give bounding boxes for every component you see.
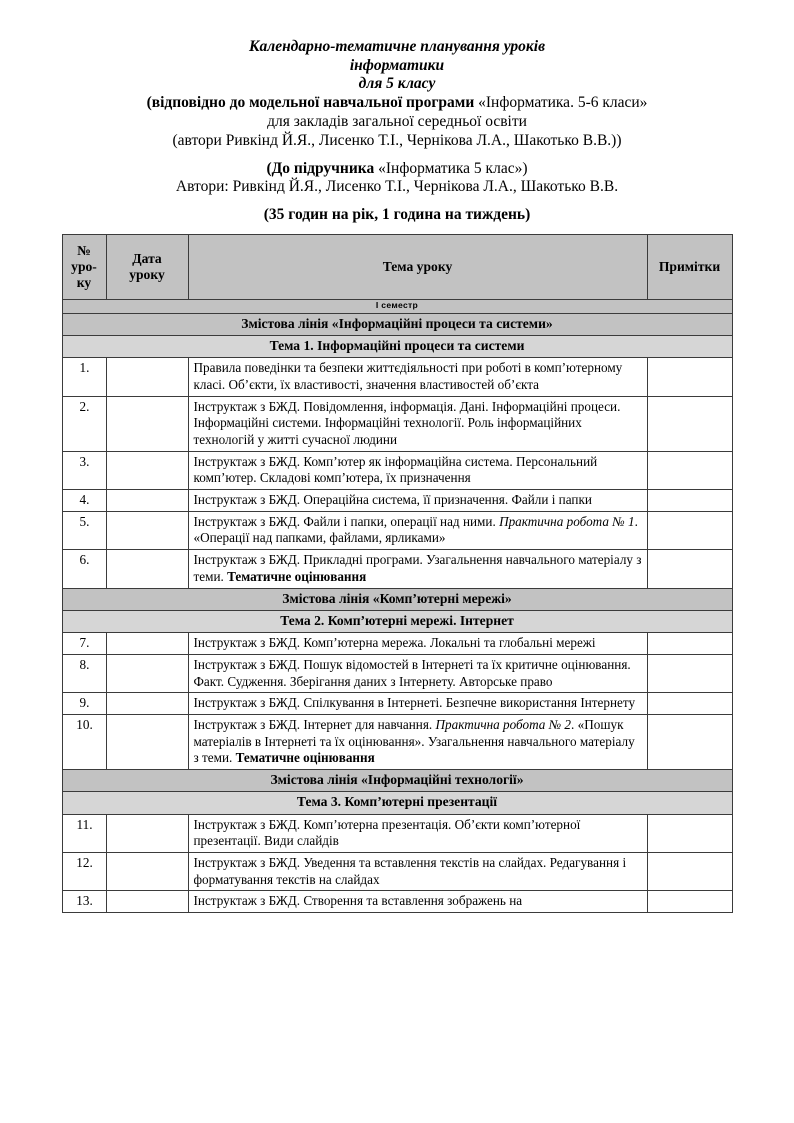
cell-lesson-date[interactable]: [106, 654, 188, 692]
content-line-banner: [62, 313, 732, 335]
cell-lesson-number: 10.: [62, 714, 106, 769]
cell-lesson-number: 13.: [62, 891, 106, 913]
semester-banner-label: I семестр: [62, 300, 732, 313]
column-header-date-line2: уроку: [129, 267, 165, 283]
theme-text: Інструктаж з БЖД. Операційна система, її призначення. Файли і папки: [193, 492, 592, 508]
semester-banner: [62, 300, 732, 313]
theme-text-bold: Тематичне оцінювання: [235, 750, 375, 766]
textbook-authors-line: Автори: Ривкінд Й.Я., Лисенко Т.І., Чернікова Л.А., Шакотько В.В.: [175, 178, 619, 196]
table-row: [62, 451, 732, 489]
theme-text: Інструктаж з БЖД. Уведення та вставлення текстів на слайдах. Редагування і форматування текстів на слайдах: [193, 854, 627, 887]
program-reference-bold: (відповідно до модельної навчальної програми: [146, 93, 475, 111]
cell-notes[interactable]: [647, 814, 732, 852]
column-header-num-line1: №: [77, 242, 91, 258]
cell-notes[interactable]: [647, 654, 732, 692]
cell-lesson-theme: [188, 814, 647, 852]
cell-notes[interactable]: [647, 693, 732, 715]
cell-lesson-date[interactable]: [106, 490, 188, 512]
cell-lesson-date[interactable]: [106, 550, 188, 588]
cell-lesson-theme: [188, 633, 647, 655]
column-header-num-line2: уро-: [71, 259, 97, 275]
cell-lesson-theme: [188, 396, 647, 451]
column-header-lesson-date: [106, 235, 188, 300]
theme-text: Інструктаж з БЖД. Повідомлення, інформація. Дані. Інформаційні процеси. Інформаційні системи. Інформаційні технології. Роль інформаційних технологій у житті сучасної людини: [193, 398, 621, 448]
theme-text: . «Операції над папками, файлами, ярликами»: [193, 513, 638, 546]
theme-text: Інструктаж з БЖД. Комп’ютер як інформаційна система. Персональний комп’ютер. Складові комп’ютера, їх призначення: [193, 453, 598, 486]
table-row: [62, 852, 732, 890]
theme-text: Інструктаж з БЖД. Створення та вставлення зображень на: [193, 893, 523, 909]
content-line-banner: [62, 769, 732, 791]
column-header-lesson-number: [62, 235, 106, 300]
topic-banner: [62, 610, 732, 632]
theme-text-bold: Тематичне оцінювання: [227, 568, 367, 584]
program-reference-regular: «Інформатика. 5-6 класи»: [478, 93, 648, 111]
table-row: [62, 693, 732, 715]
column-header-num-line3: ку: [76, 275, 92, 291]
content-line-banner-label: Змістова лінія «Комп’ютерні мережі»: [62, 588, 732, 610]
heading-spacer-1: [48, 151, 746, 160]
cell-lesson-date[interactable]: [106, 511, 188, 549]
cell-lesson-date[interactable]: [106, 814, 188, 852]
cell-lesson-theme: [188, 852, 647, 890]
column-header-lesson-theme: Тема уроку: [188, 235, 647, 300]
topic-banner-label: Тема 2. Комп’ютерні мережі. Інтернет: [62, 610, 732, 632]
cell-lesson-date[interactable]: [106, 358, 188, 396]
cell-lesson-number: 2.: [62, 396, 106, 451]
cell-notes[interactable]: [647, 511, 732, 549]
table-row: [62, 814, 732, 852]
content-line-banner-label: Змістова лінія «Інформаційні технології»: [62, 769, 732, 791]
cell-lesson-date[interactable]: [106, 396, 188, 451]
topic-banner: [62, 335, 732, 357]
column-header-date-line1: Дата: [132, 250, 162, 266]
theme-text: Інструктаж з БЖД. Пошук відомостей в Інтернеті та їх критичне оцінювання. Факт. Судження. Зберігання даних з Інтернету. Авторське право: [193, 656, 631, 689]
title-line-3: для 5 класу: [358, 75, 436, 93]
topic-banner-label: Тема 3. Комп’ютерні презентації: [62, 792, 732, 814]
cell-notes[interactable]: [647, 891, 732, 913]
cell-lesson-theme: [188, 891, 647, 913]
theme-text: Інструктаж з БЖД. Комп’ютерна мережа. Локальні та глобальні мережі: [193, 635, 596, 651]
cell-lesson-date[interactable]: [106, 891, 188, 913]
cell-lesson-number: 11.: [62, 814, 106, 852]
theme-text: . «Пошук матеріалів в Інтернеті та їх оцінювання». Узагальнення навчального матеріалу з теми.: [193, 716, 635, 766]
cell-lesson-theme: [188, 654, 647, 692]
cell-lesson-date[interactable]: [106, 451, 188, 489]
textbook-reference-bold: (До підручника: [266, 159, 375, 177]
heading-spacer-2: [48, 197, 746, 206]
cell-notes[interactable]: [647, 714, 732, 769]
cell-lesson-number: 4.: [62, 490, 106, 512]
table-row: [62, 633, 732, 655]
cell-notes[interactable]: [647, 396, 732, 451]
cell-lesson-theme: [188, 693, 647, 715]
table-row: [62, 654, 732, 692]
cell-lesson-date[interactable]: [106, 714, 188, 769]
theme-text: Інструктаж з БЖД. Прикладні програми. Узагальнення навчального матеріалу з теми.: [193, 552, 642, 584]
table-row: [62, 891, 732, 913]
table-row: [62, 550, 732, 588]
cell-lesson-number: 1.: [62, 358, 106, 396]
theme-text: Інструктаж з БЖД. Файли і папки, операції над ними.: [193, 513, 500, 529]
cell-lesson-theme: [188, 358, 647, 396]
table-row: [62, 396, 732, 451]
table-row: [62, 358, 732, 396]
cell-lesson-theme: [188, 550, 647, 588]
cell-lesson-number: 9.: [62, 693, 106, 715]
table-body: [62, 300, 732, 913]
topic-banner-label: Тема 1. Інформаційні процеси та системи: [62, 335, 732, 357]
cell-lesson-number: 3.: [62, 451, 106, 489]
theme-text: Інструктаж з БЖД. Інтернет для навчання.: [193, 716, 436, 732]
table-header-row: [62, 235, 732, 300]
content-line-banner-label: Змістова лінія «Інформаційні процеси та системи»: [62, 313, 732, 335]
table-row: [62, 714, 732, 769]
textbook-reference: [48, 160, 746, 179]
institution-line: для закладів загальної середньої освіти: [267, 112, 527, 130]
title-line-1: Календарно-тематичне планування уроків: [248, 38, 545, 55]
theme-text: Інструктаж з БЖД. Комп’ютерна презентація. Об’єкти комп’ютерної презентації. Види слайдів: [193, 816, 581, 849]
lesson-plan-table: [62, 234, 733, 913]
table-header: [62, 235, 732, 300]
topic-banner: [62, 792, 732, 814]
table-row: [62, 490, 732, 512]
cell-lesson-number: 6.: [62, 550, 106, 588]
cell-lesson-theme: [188, 451, 647, 489]
cell-lesson-theme: [188, 714, 647, 769]
program-authors-line: (автори Ривкінд Й.Я., Лисенко Т.І., Чернікова Л.А., Шакотько В.В.)): [172, 131, 622, 149]
cell-notes[interactable]: [647, 451, 732, 489]
title-line-2: інформатики: [349, 56, 445, 74]
cell-lesson-theme: [188, 511, 647, 549]
cell-lesson-number: 5.: [62, 511, 106, 549]
cell-lesson-number: 8.: [62, 654, 106, 692]
theme-text-italic: Практична робота № 2: [435, 716, 572, 732]
cell-lesson-date[interactable]: [106, 693, 188, 715]
cell-notes[interactable]: [647, 633, 732, 655]
program-reference: [48, 94, 746, 113]
hours-line: (35 годин на рік, 1 година на тиждень): [263, 206, 531, 224]
textbook-reference-regular: «Інформатика 5 клас»): [378, 159, 528, 177]
cell-lesson-date[interactable]: [106, 852, 188, 890]
column-header-notes: Примітки: [647, 235, 732, 300]
cell-notes[interactable]: [647, 490, 732, 512]
theme-text-italic: Практична робота № 1: [499, 513, 635, 529]
cell-lesson-date[interactable]: [106, 633, 188, 655]
theme-text: Правила поведінки та безпеки життєдіяльності при роботі в комп’ютерному класі. Об’єкти, їх властивості, значення властивостей об’єкта: [193, 360, 623, 392]
cell-notes[interactable]: [647, 852, 732, 890]
document-heading: [48, 38, 746, 225]
table-row: [62, 511, 732, 549]
theme-text: Інструктаж з БЖД. Спілкування в Інтернеті. Безпечне використання Інтернету: [193, 695, 636, 711]
content-line-banner: [62, 588, 732, 610]
cell-notes[interactable]: [647, 358, 732, 396]
cell-lesson-number: 12.: [62, 852, 106, 890]
cell-notes[interactable]: [647, 550, 732, 588]
cell-lesson-theme: [188, 490, 647, 512]
cell-lesson-number: 7.: [62, 633, 106, 655]
